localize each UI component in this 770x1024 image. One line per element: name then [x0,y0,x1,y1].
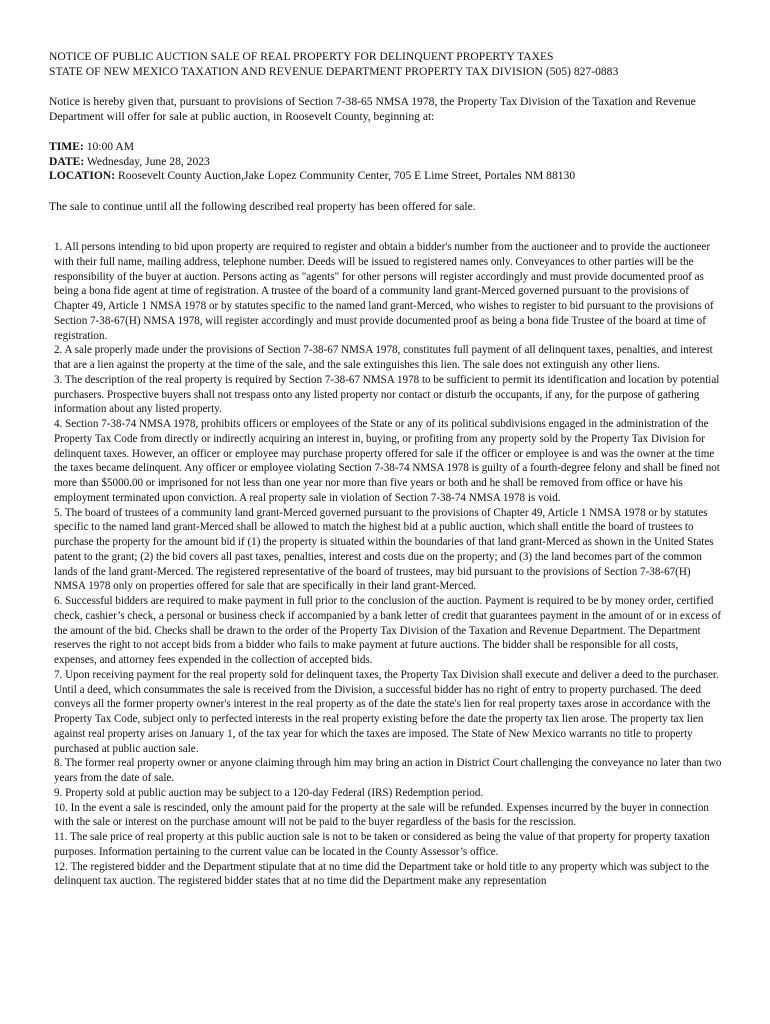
time-row [49,140,739,155]
term-item: 12. The registered bidder and the Department stipulate that at no time did the Department take or hold title to any property which was subject to the delinquent tax auction. The registered bidder states that at no time did the Department make any representation [54,860,710,888]
auction-schedule [49,140,739,184]
term-item: 7. Upon receiving payment for the real property sold for delinquent taxes, the Property Tax Division shall execute and deliver a deed to the purchaser. Until a deed, which consummates the sale is received from the Division, a successful bidder has no right of entry to property purchased. The deed conveys all the former property owner's interest in the real property as of the date the state's lien for real property taxes arose in accordance with the Property Tax Code, subject only to perfected interests in the real property existing before the date the property tax lien arose. The property tax lien against real property arises on January 1, of the tax year for which the taxes are imposed. The State of New Mexico warrants no title to property purchased at public auction sale. [54,668,719,755]
heading-line-1: NOTICE OF PUBLIC AUCTION SALE OF REAL PROPERTY FOR DELINQUENT PROPERTY TAXES [49,50,554,63]
continuation-note: The sale to continue until all the following described real property has been offered for sale. [49,200,476,213]
term-item: 1. All persons intending to bid upon property are required to register and obtain a bidder's number from the auctioneer and to provide the auctioneer with their full name, mailing address, telephone number. Deeds will be issued to registered names only. Conveyances to other parties will be the responsibility of the buyer at auction. Persons acting as "agents" for other persons will register accordingly and must provide documented proof as being a bona fide agent at time of registration. A trustee of the board of a community land grant-Merced governed pursuant to the provisions of Chapter 49, Article 1 NMSA 1978 or by statutes specific to the named land grant-Merced, who wishes to register to bid pursuant to the provisions of Section 7-38-67(H) NMSA 1978, will register accordingly and must provide documented proof as being a bona fide Trustee of the board at time of registration. [54,241,714,342]
term-item: 8. The former real property owner or anyone claiming through him may bring an action in District Court challenging the conveyance no later than two years from the date of sale. [54,757,722,784]
location-value: Roosevelt County Auction,Jake Lopez Community Center, 705 E Lime Street, Portales NM 88130 [118,169,576,182]
notice-heading [49,50,739,79]
date-row [49,155,739,170]
term-item: 3. The description of the real property is required by Section 7-38-67 NMSA 1978 to be sufficient to permit its identification and location by potential purchasers. Prospective buyers shall not trespass onto any listed property nor contact or disturb the occupants, if any, for the purpose of gathering information about any listed property. [54,373,720,416]
location-label: LOCATION: [49,169,116,182]
term-item: 4. Section 7-38-74 NMSA 1978, prohibits officers or employees of the State or any of its political subdivisions engaged in the administration of the Property Tax Code from directly or indirectly acquiring an interest in, buying, or profiting from any property sold by the Property Tax Division for delinquent taxes. However, an officer or employee may purchase property offered for sale if the officer or employee is and was the owner at the time the taxes became delinquent. Any officer or employee violating Section 7-38-74 NMSA 1978 is guilty of a fourth-degree felony and shall be fined not more than $5000.00 or imprisoned for not less than one year nor more than five years or both and he shall be removed from office or have his employment terminated upon conviction. A real property sale in violation of Section 7-38-74 NMSA 1978 is void. [54,418,720,504]
time-label: TIME: [49,140,84,153]
term-item: 2. A sale properly made under the provisions of Section 7-38-67 NMSA 1978, constitutes full payment of all delinquent taxes, penalties, and interest that are a lien against the property at the time of the sale, and the sale extinguishes this lien. The sale does not extinguish any other liens. [54,344,713,371]
location-row [49,169,739,184]
term-item: 6. Successful bidders are required to make payment in full prior to the conclusion of the auction. Payment is required to be by money order, certified check, cashier’s check, a personal or business check if accompanied by a bank letter of credit that guarantees payment in the amount of or in excess of the amount of the bid. Checks shall be drawn to the order of the Property Tax Division of the Taxation and Revenue Department. The Department reserves the right to not accept bids from a bidder who fails to make payment at future auctions. The bidder shall be responsible for all costs, expenses, and attorney fees expended in the collection of accepted bids. [54,595,722,666]
time-value: 10:00 AM [86,140,135,153]
notice-paragraph: Notice is hereby given that, pursuant to provisions of Section 7-38-65 NMSA 1978, the Property Tax Division of the Taxation and Revenue Department will offer for sale at public auction, in Roosevelt County, beginning at: [49,95,696,123]
heading-line-2: STATE OF NEW MEXICO TAXATION AND REVENUE DEPARTMENT PROPERTY TAX DIVISION (505) 827-0883 [49,64,619,78]
term-item: 5. The board of trustees of a community land grant-Merced governed pursuant to the provisions of Chapter 49, Article 1 NMSA 1978 or by statutes specific to the named land grant-Merced shall be allowed to match the highest bid at a public auction, which shall entitle the board of trustees to purchase the property for the amount bid if (1) the property is situated within the boundaries of that land grant-Merced as shown in the United States patent to the grant; (2) the bid covers all past taxes, penalties, interest and costs due on the property; and (3) the land becomes part of the common lands of the land grant-Merced. The registered representative of the board of trustees, may bid pursuant to the provisions of Section 7-38-67(H) NMSA 1978 only on properties offered for sale that are specifically in their land grant-Merced. [54,506,714,593]
date-label: DATE: [49,154,85,168]
terms-list [54,240,722,889]
term-item: 10. In the event a sale is rescinded, only the amount paid for the property at the sale will be refunded. Expenses incurred by the buyer in connection with the sale or interest on the purchase amount will not be paid to the buyer regardless of the basis for the rescission. [54,801,709,829]
date-value: Wednesday, June 28, 2023 [86,154,210,168]
term-item: 11. The sale price of real property at this public auction sale is not to be taken or considered as being the value of that property for property taxation purposes. Information pertaining to the current value can be located in the County Assessor’s office. [54,831,710,858]
term-item: 9. Property sold at public auction may be subject to a 120-day Federal (IRS) Redemption period. [54,786,484,799]
